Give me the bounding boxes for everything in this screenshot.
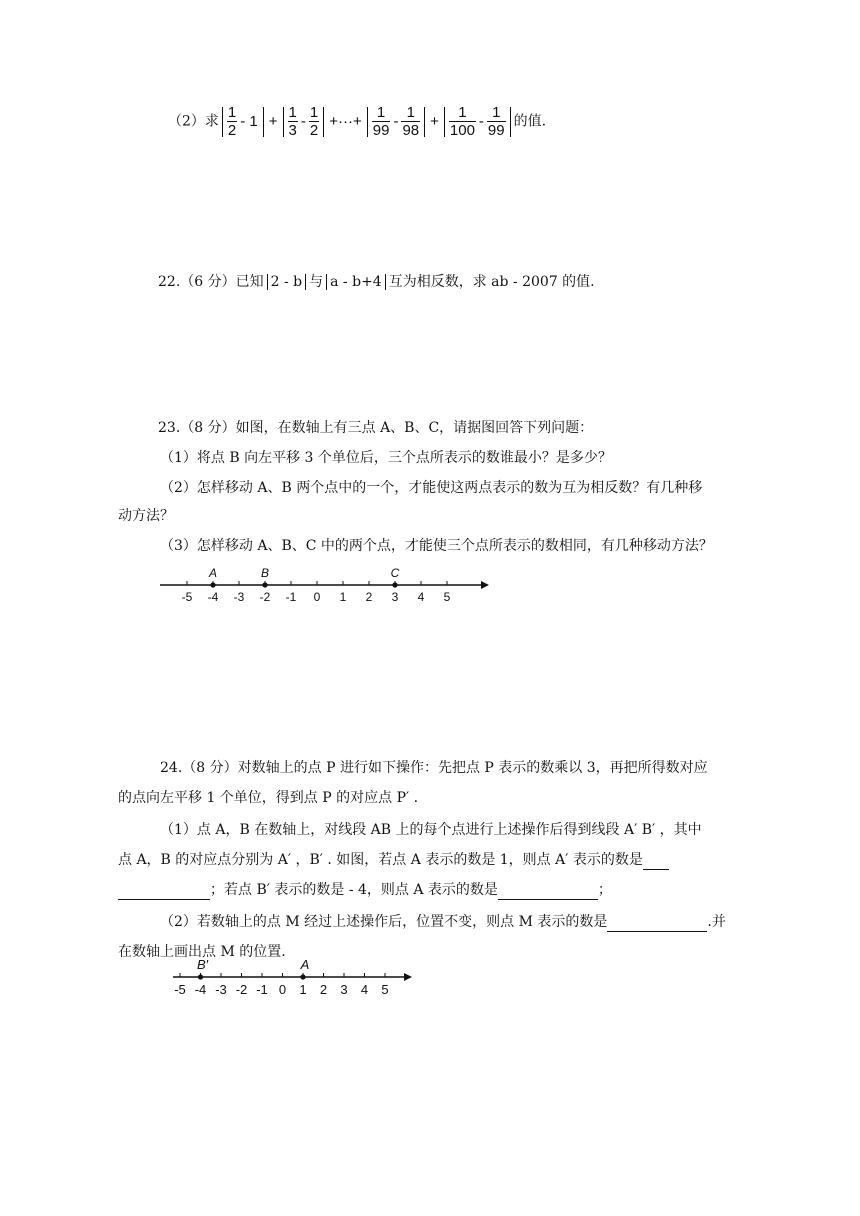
tick-label: 0 <box>313 590 321 604</box>
q24-title-line2: 的点向左平移 1 个单位，得到点 P 的对应点 P′ . <box>118 790 419 806</box>
fraction: $\frac{1}{99}$ <box>487 104 505 139</box>
tick-label: -1 <box>256 982 268 997</box>
q24-part1-line1: （1）点 A，B 在数轴上，对线段 AB 上的每个点进行上述操作后得到线段 A′ B′ ，其中 <box>160 822 702 838</box>
answer-blank[interactable] <box>118 883 210 900</box>
point-label: A <box>300 957 310 972</box>
tick-label: 5 <box>381 982 389 997</box>
axis-arrow-icon <box>481 581 489 589</box>
q24-part2-line1: （2）若数轴上的点 M 经过上述操作后，位置不变，则点 M 表示的数是 .并 <box>160 914 726 930</box>
tick-label: -4 <box>194 982 207 997</box>
fraction: $\frac{1}{100}$ <box>449 104 475 139</box>
tick-label: 1 <box>339 590 347 604</box>
answer-blank[interactable] <box>643 853 669 870</box>
fraction: $\frac{1}{2}$ <box>309 104 319 139</box>
abs-bar <box>367 107 368 137</box>
tick-label: -5 <box>181 590 193 604</box>
abs-bar <box>326 274 327 290</box>
q24-part1-line2: 点 A，B 的对应点分别为 A′ ，B′ . 如图，若点 A 表示的数是 1，则点 A′ 表示的数是 <box>118 850 669 870</box>
answer-blank[interactable] <box>498 883 598 900</box>
point-label: C <box>390 566 400 580</box>
fraction: $\frac{1}{3}$ <box>288 104 297 139</box>
axis-point <box>392 582 397 587</box>
abs-bar <box>305 274 306 290</box>
point-label: B <box>260 566 270 580</box>
q24-title-line1: 24.（8 分）对数轴上的点 P 进行如下操作：先把点 P 表示的数乘以 3，再把所得数对应 <box>160 760 708 776</box>
tick-label: 4 <box>360 982 369 997</box>
abs-bar <box>263 107 264 137</box>
abs-bar <box>222 107 223 137</box>
q23-part2-line1: （2）怎样移动 A、B 两个点中的一个，才能使这两点表示的数为互为相反数？有几种移 <box>160 480 703 496</box>
axis-point <box>300 974 305 979</box>
tick-label: -1 <box>285 590 297 604</box>
q23-part3: （3）怎样移动 A、B、C 中的两个点，才能使三个点所表示的数相同，有几种移动方法？ <box>160 538 713 554</box>
abs-bar <box>510 107 511 137</box>
point-label: A <box>208 566 218 580</box>
tick-label: 2 <box>319 982 328 997</box>
abs-bar <box>385 274 386 290</box>
abs-bar <box>323 107 324 137</box>
fraction: $\frac{1}{99}$ <box>372 104 390 139</box>
tick-label: 3 <box>391 590 399 604</box>
axis-point <box>210 582 215 587</box>
point-label: B′ <box>196 957 209 972</box>
tick-label: -3 <box>215 982 227 997</box>
q21-part2: （2）求 $\frac{1}{2}$ - 1 + $\frac{1}{3}$ - $\frac{1}{2}$ +···+ $\frac{1}{99}$ - $\frac{1}{98}$ + $\frac{1}{100}$ - $\frac{1}{99}$ 的值. <box>168 104 547 139</box>
q23-part1: （1）将点 B 向左平移 3 个单位后，三个点所表示的数谁最小？是多少？ <box>160 450 612 466</box>
tick-label: -4 <box>207 590 219 604</box>
fraction: $\frac{1}{2}$ <box>227 104 237 139</box>
abs-bar <box>424 107 425 137</box>
axis-point <box>198 974 203 979</box>
abs-bar <box>267 274 268 290</box>
q24-part2-line2: 在数轴上画出点 M 的位置. <box>118 944 286 960</box>
number-line-q23 <box>150 560 500 610</box>
tick-label: 3 <box>340 982 348 997</box>
tick-label: -5 <box>174 982 186 997</box>
axis-point <box>262 582 267 587</box>
q24-part1-line3: ；若点 B′ 表示的数是 - 4，则点 A 表示的数是 ； <box>118 880 612 900</box>
abs-bar <box>283 107 284 137</box>
tick-label: -3 <box>233 590 245 604</box>
tick-label: -2 <box>259 590 271 604</box>
tick-label: 4 <box>417 590 425 604</box>
answer-blank[interactable] <box>607 915 707 932</box>
q21-suffix: 的值. <box>513 113 547 130</box>
q23-title: 23.（8 分）如图，在数轴上有三点 A、B、C，请据图回答下列问题： <box>158 420 594 436</box>
q23-part2-line2: 动方法？ <box>118 508 174 524</box>
number-line-q24 <box>165 955 415 1005</box>
fraction: $\frac{1}{98}$ <box>402 104 420 139</box>
abs-bar <box>444 107 445 137</box>
q21-prefix: （2）求 <box>168 113 219 130</box>
tick-label: 5 <box>443 590 451 604</box>
tick-label: -2 <box>235 982 248 997</box>
q22-question: 22.（6 分）已知 2 - b 与 a - b+4 互为相反数，求 ab - 2007 的值. <box>158 274 595 290</box>
tick-label: 2 <box>365 590 373 604</box>
tick-label: 0 <box>278 982 287 997</box>
axis-arrow-icon <box>404 973 412 981</box>
tick-label: 1 <box>299 982 307 997</box>
